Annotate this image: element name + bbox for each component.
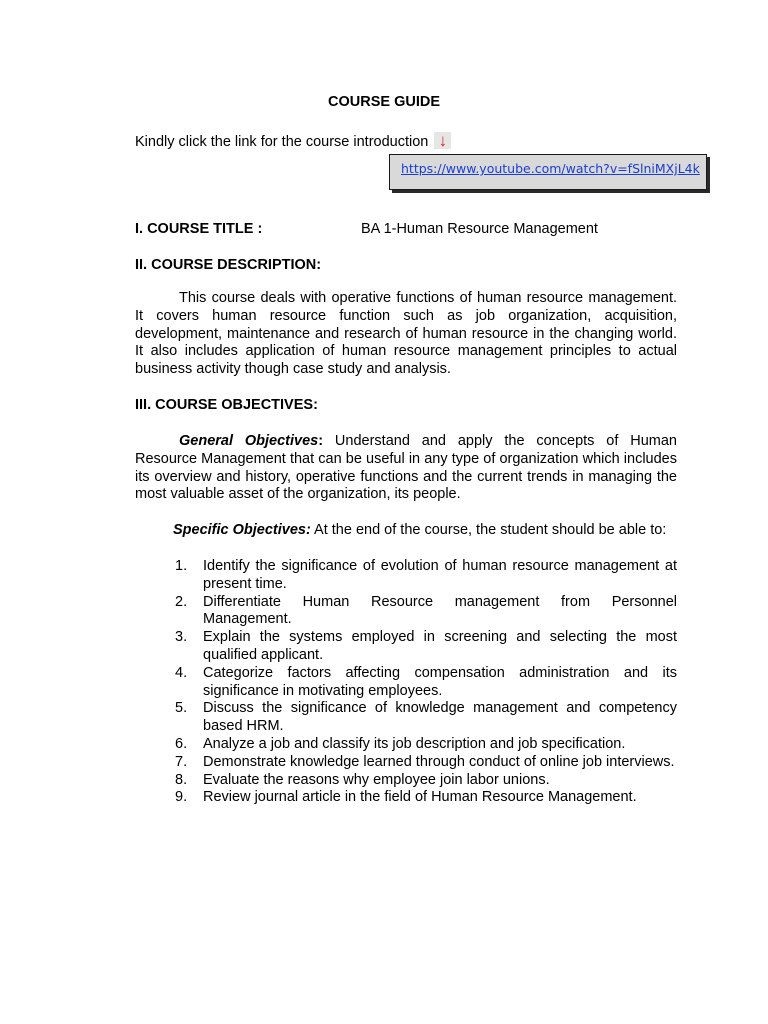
specific-objectives-label: Specific Objectives:	[173, 522, 311, 538]
list-item	[175, 772, 677, 790]
list-item-number: 5.	[175, 700, 188, 717]
list-item	[175, 700, 677, 736]
list-item-text: Review journal article in the field of Human Resource Management.	[203, 789, 637, 806]
description-text: This course deals with operative functions of human resource management. It covers human resource function such as job organization, acquisition, development, maintenance and research of human resource in the changing world. It also includes application of human resource management principles to actual business activity though case study and analysis.	[135, 290, 677, 378]
general-objectives-colon: :	[318, 433, 324, 449]
list-item-number: 4.	[175, 664, 188, 681]
description-heading: II. COURSE DESCRIPTION:	[135, 257, 322, 273]
course-title-value: BA 1-Human Resource Management	[361, 221, 598, 237]
down-arrow-icon: ↓	[434, 132, 451, 149]
list-item-text: Discuss the significance of knowledge management and competency based HRM.	[203, 700, 677, 735]
list-item-number: 7.	[175, 753, 188, 770]
list-item	[175, 594, 677, 630]
list-item-number: 8.	[175, 771, 188, 788]
link-box	[389, 154, 707, 190]
list-item-number: 2.	[175, 593, 188, 610]
list-item-text: Analyze a job and classify its job description and job specification.	[203, 735, 626, 752]
list-item-text: Identify the significance of evolution of human resource management at present time.	[203, 558, 677, 592]
list-item	[175, 665, 677, 701]
list-item-text: Categorize factors affecting compensation administration and its significance in motivating employees.	[203, 664, 677, 699]
list-item	[175, 558, 677, 594]
specific-objectives-text: At the end of the course, the student should be able to:	[310, 522, 667, 538]
list-item-number: 6.	[175, 735, 188, 752]
list-item-number: 9.	[175, 789, 188, 806]
list-item-number: 1.	[175, 558, 188, 574]
course-title-label: I. COURSE TITLE :	[135, 221, 263, 237]
list-item-text: Explain the systems employed in screening and selecting the most qualified applicant.	[203, 629, 677, 663]
specific-objectives-line	[173, 522, 666, 538]
general-objectives-paragraph	[135, 433, 677, 504]
general-objectives-label: General Objectives	[179, 433, 319, 449]
list-item	[175, 754, 677, 772]
list-item-number: 3.	[175, 629, 188, 646]
list-item	[175, 789, 677, 807]
list-item-text: Differentiate Human Resource management from Personnel Management.	[203, 593, 677, 628]
specific-objectives-list	[175, 558, 677, 807]
list-item-text: Demonstrate knowledge learned through conduct of online job interviews.	[203, 753, 675, 770]
course-intro-link[interactable]: https://www.youtube.com/watch?v=fSlniMXjL4k	[401, 161, 700, 176]
page-title: COURSE GUIDE	[328, 94, 440, 110]
intro-line	[135, 132, 451, 150]
list-item	[175, 629, 677, 665]
objectives-heading: III. COURSE OBJECTIVES:	[135, 397, 318, 413]
intro-text: Kindly click the link for the course introduction	[135, 134, 429, 150]
list-item-text: Evaluate the reasons why employee join labor unions.	[203, 771, 550, 788]
list-item	[175, 736, 677, 754]
general-objectives-text: Understand and apply the concepts of Human Resource Management that can be useful in any type of organization which includes its overview and history, operative functions and the current trends in managing the most valuable asset of the organization, its people.	[135, 433, 677, 503]
description-paragraph	[135, 290, 677, 379]
